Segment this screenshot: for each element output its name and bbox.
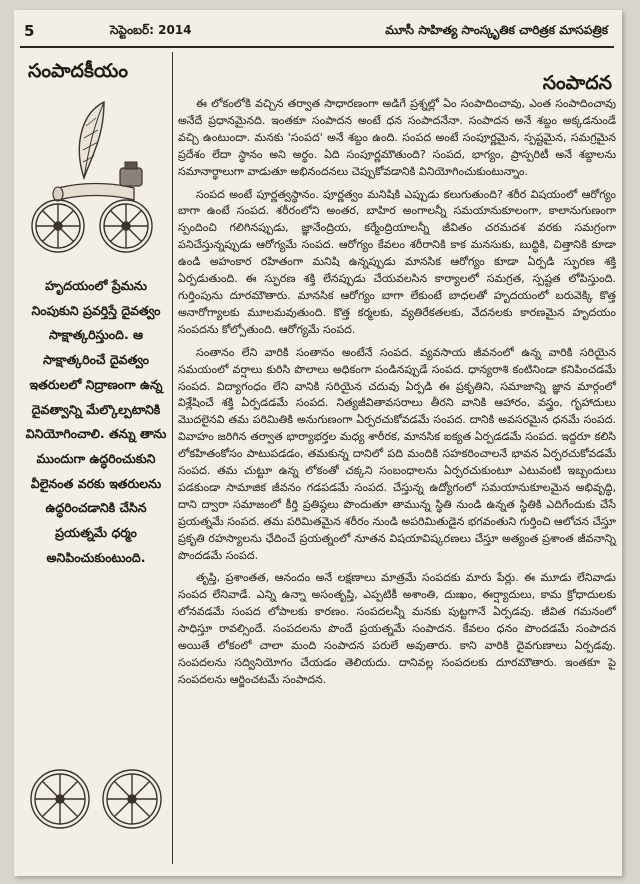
article-paragraph: సంతానం లేని వారికి సంతానం అంటేనే సంపద. వ్యవసాయ జీవనంలో ఉన్న వారికి సరియైన సమయంలో వర్షాలు కురిసి పొలాలు అధికంగా పండినప్పుడే సంపద. ధాన్యరాశి కంటినిండా కనిపించడమే సంపద. విద్యాగంధం లేని వానికి సరియైన చదువు ఏర్పడి ఈ ప్రకృతిని, సమాజాన్ని జ్ఞాన మార్గంలో విశ్లేషించే శక్తి ఏర్పడడమే సంపద. నిత్యజీవితావసరాలు తీరని వానికి ఆహారం, వస్త్రం, గృహాదులు మొదలైనవి తమ పరిమితికి అనుగుణంగా ఏర్పరచుకోవడమే సంపద. దానికి అవసరమైన ధనమే సంపద. వివాహం జరిగిన తర్వాత భార్యాభర్తల మధ్య శారీరక, మానసిక ఐక్యత ఏర్పడడమే సంపద. ఇద్దరూ కలిసి లోకహితంకోసం పాటుపడడం, తమకున్న దానిలో పది మందికి సహకరించాలనే భావన ఏర్పరచుకోవడమే సంపద. తమ చుట్టూ ఉన్న లోకంతో చక్కని సంబంధాలను ఏర్పరచుకుంటూ ఎటువంటి ఇబ్బందులు పడకుండా సామాజిక జీవనం గడపడమే సంపద. చేస్తున్న ఉద్యోగంలో సమయానుకూలమైన అభివృద్ధి, దాని ద్వారా సమాజంలో కీర్తి ప్రతిష్ఠలు పొందుతూ తామున్న స్థితి నుండి ఉన్నత స్థితికి ఎదిగేందుకు చేసే ప్రయత్నమే సంపద. తమ పరిమితమైన శరీరం నుండి అపరిమితుడైన భగవంతుని గుర్తించి ఆలోచన చేస్తూ ప్రకృతి రహస్యాలను ఛేదించే ప్రయత్నంలో నూతన విషయావిష్కరణలు చేస్తూ అత్యంత ప్రశాంత జీవనాన్ని పొందడమే సంపద. [178, 345, 616, 562]
quill-inkpot-icon [22, 96, 170, 256]
issue-date: సెప్టెంబర్: 2014 [110, 23, 192, 37]
magazine-name: మూసీ సాహిత్య సాంస్కృతిక చారిత్రక మాసపత్రిక [385, 23, 608, 37]
editorial-quote: హృదయంలో ప్రేమను నింపుకుని ప్రవర్తిస్తే దైవత్వం సాక్షాత్కరిస్తుంది. ఆ సాక్షాత్కరించే దైవత్వం ఇతరులలో నిద్రాణంగా ఉన్న దైవత్వాన్ని మేల్కొల్పటానికి వినియోగించాలి. తన్ను తాను ముందుగా ఉద్ధరించుకుని వీలైనంత వరకు ఇతరులను ఉద్ధరించడానికి చేసిన ప్రయత్నమే ధర్మం అనిపించుకుంటుంది. [25, 278, 167, 565]
page-number: 5 [24, 22, 35, 40]
page-header [20, 16, 614, 48]
magazine-page [14, 10, 622, 876]
editorial-sidebar [20, 52, 173, 864]
sidebar-title: సంపాదకీయం [28, 60, 128, 82]
chakra-wheel-icon [22, 766, 170, 832]
article-paragraph: తృప్తి, ప్రశాంతత, ఆనందం అనే లక్షణాలు మాత్రమే సంపదకు మారు పేర్లు. ఈ మూడు లేనివాడు సంపద లేనివాడే. ఎన్ని ఉన్నా అసంతృప్తి, ఎప్పటికీ అశాంతి, దుఃఖం, ఈర్ష్యాదులు, కామ క్రోధాదులకు లోనవడమే సంపద లోపాలకు కారణం. సంపదలన్నీ మనకు పుట్టగానే ఏర్పడవు. జీవిత గమనంలో సాధిస్తూ రావల్సిందే. సంపదలను పొందే ప్రయత్నమే సంపాదన. కేవలం ధనం పొందడమే సంపాదన అయితే లోకంలో చాలా మంది సంపాదన పరులే అవుతారు. కాని వారికి దైవగుణాలు ఏర్పడవు. సంపదలను సద్వినియోగం చేయడం తెలియదు. దానివల్ల సంపదలకు దూరమౌతారు. ఇంతకూ పై సంపదలను ఆర్జించటమే సంపాదన. [178, 571, 616, 686]
article-paragraph: సంపద అంటే పూర్ణత్వస్థానం. పూర్ణత్వం మనిషికి ఎప్పుడు కలుగుతుంది? శరీర విషయంలో ఆరోగ్యం బాగా ఉంటే సంపద. శరీరంలోని అంతర, బాహిర అంగాలన్నీ సమయానుకూలంగా, కాలానుగుణంగా స్పందించి గలిగినప్పుడు, జ్ఞానేంద్రియ, కర్మేంద్రియాలన్నీ జీవితం చరమదశ వరకు సమగ్రంగా పనిచేస్తున్నప్పుడు ఆరోగ్యమే సంపద. ఆరోగ్యం కేవలం శరీరానికి కాక మనసుకు, బుద్ధికి, చిత్తానికి కూడా ఉండి అహంకార రహితంగా మనిషి ఉన్నప్పుడు మానసిక ఆరోగ్యం కూడా ఏర్పడి స్ఫురణ శక్తి ఏర్పడుతుంది. ఈ స్ఫురణ శక్తి లేనప్పుడు చేయవలసిన కార్యాలలో సమగ్రత, స్పష్టత లోపిస్తుంది. గుర్తింపును దూరమౌతారు. మానసిక ఆరోగ్యం బాగా లేకుంటే బాధలతో హృదయంలో బరువెక్కి కొత్త అనారోగ్యాలకు మూలమవుతుంది. కొత్త కర్మలకు, వ్యతిరేకతలకు, వేదనలకు కారణమైన హృదయం సంపదను కోల్పోతుంది. ఆరోగ్యమే సంపద. [178, 187, 616, 336]
article-body [178, 96, 616, 695]
article-paragraph: ఈ లోకంలోకి వచ్చిన తర్వాత సాధారణంగా అడిగే ప్రశ్నల్లో ఏం సంపాదించావు, ఎంత సంపాదించావు అనేదే ప్రధానమైనది. ఇంతకూ సంపాదన అంటే ధన సంపాదనేనా. సంపాదన అనే శబ్దం అక్కడనుండే వచ్చి ఉంటుందా. మనకు 'సంపద' అనే శబ్దం ఉంది. సంపద అంటే సంపూర్ణమైన, స్పష్టమైన, సమగ్రమైన ప్రదేశం లేదా స్థానం అని అర్థం. ఏది సంపూర్ణమౌతుంది? సంపద, భాగ్యం, ప్రాస్పరిటీ అనే శబ్దాలను సమానార్థాలుగా వాడుతూ అభినందనలు చెప్పుకోవడానికి వినియోగించుకుంటున్నాం. [178, 97, 616, 178]
article-title: సంపాదన [542, 72, 612, 94]
